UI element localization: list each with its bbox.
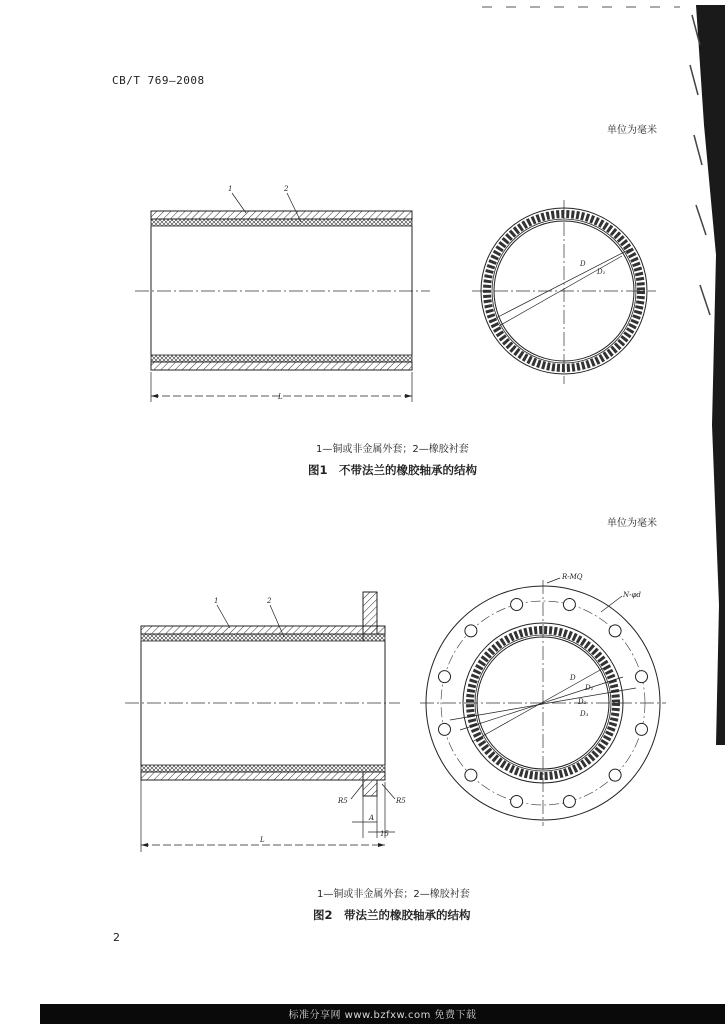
bolt-hole bbox=[636, 671, 648, 683]
fig2-dim-D2: D₂ bbox=[578, 698, 587, 706]
fig2-dim-D1: D₁ bbox=[585, 684, 594, 692]
fig2-label-1: 1 bbox=[214, 597, 219, 605]
fig2-side-view bbox=[125, 592, 400, 852]
fig2-legend: 1—铜或非金属外套；2—橡胶衬套 bbox=[317, 889, 470, 900]
bolt-hole bbox=[563, 796, 575, 808]
fig2-dim-R5-right: R5 bbox=[396, 797, 406, 805]
fig2-dim-R-MQ: R-MQ bbox=[562, 573, 583, 581]
fig2-label-2: 2 bbox=[267, 597, 272, 605]
standard-code: CB/T 769—2008 bbox=[112, 74, 205, 87]
bolt-hole bbox=[563, 599, 575, 611]
fig2-end-view bbox=[420, 578, 666, 826]
fig2-unit-note: 单位为毫米 bbox=[607, 518, 657, 529]
fig2-caption: 图2 带法兰的橡胶轴承的结构 bbox=[313, 908, 471, 922]
bolt-hole bbox=[465, 625, 477, 637]
bolt-hole bbox=[439, 723, 451, 735]
fig1-end-view bbox=[472, 200, 656, 384]
bolt-hole bbox=[609, 625, 621, 637]
footer-bar bbox=[40, 1004, 725, 1024]
bolt-hole bbox=[636, 723, 648, 735]
fig2-dim-D: D bbox=[570, 674, 576, 682]
bolt-hole bbox=[511, 599, 523, 611]
fig1-legend: 1—铜或非金属外套；2—橡胶衬套 bbox=[316, 444, 469, 455]
fig2-dim-15: 15 bbox=[380, 830, 389, 838]
bolt-hole bbox=[439, 671, 451, 683]
fig1-dim-D: D bbox=[580, 260, 586, 268]
fig2-dim-D3: D₃ bbox=[580, 710, 589, 718]
fig2-dim-L: L bbox=[260, 836, 265, 844]
fig2-dim-N-d: N-φd bbox=[623, 591, 641, 599]
fig1-dim-D1: D₁ bbox=[597, 268, 606, 276]
bolt-hole bbox=[465, 769, 477, 781]
fig1-dim-L: L bbox=[278, 393, 283, 401]
fig2-dim-R5-left: R5 bbox=[338, 797, 348, 805]
page-number: 2 bbox=[113, 931, 120, 944]
footer-watermark[interactable]: 标准分享网 www.bzfxw.com 免费下载 bbox=[288, 1010, 477, 1021]
bolt-hole bbox=[511, 796, 523, 808]
bolt-hole bbox=[609, 769, 621, 781]
fig1-unit-note: 单位为毫米 bbox=[607, 125, 657, 136]
fig1-label-2: 2 bbox=[284, 185, 289, 193]
fig2-dim-A: A bbox=[369, 814, 375, 822]
scan-spine-edge bbox=[686, 5, 725, 745]
fig1-side-view bbox=[135, 193, 430, 402]
fig1-label-1: 1 bbox=[228, 185, 233, 193]
fig1-caption: 图1 不带法兰的橡胶轴承的结构 bbox=[308, 463, 477, 477]
